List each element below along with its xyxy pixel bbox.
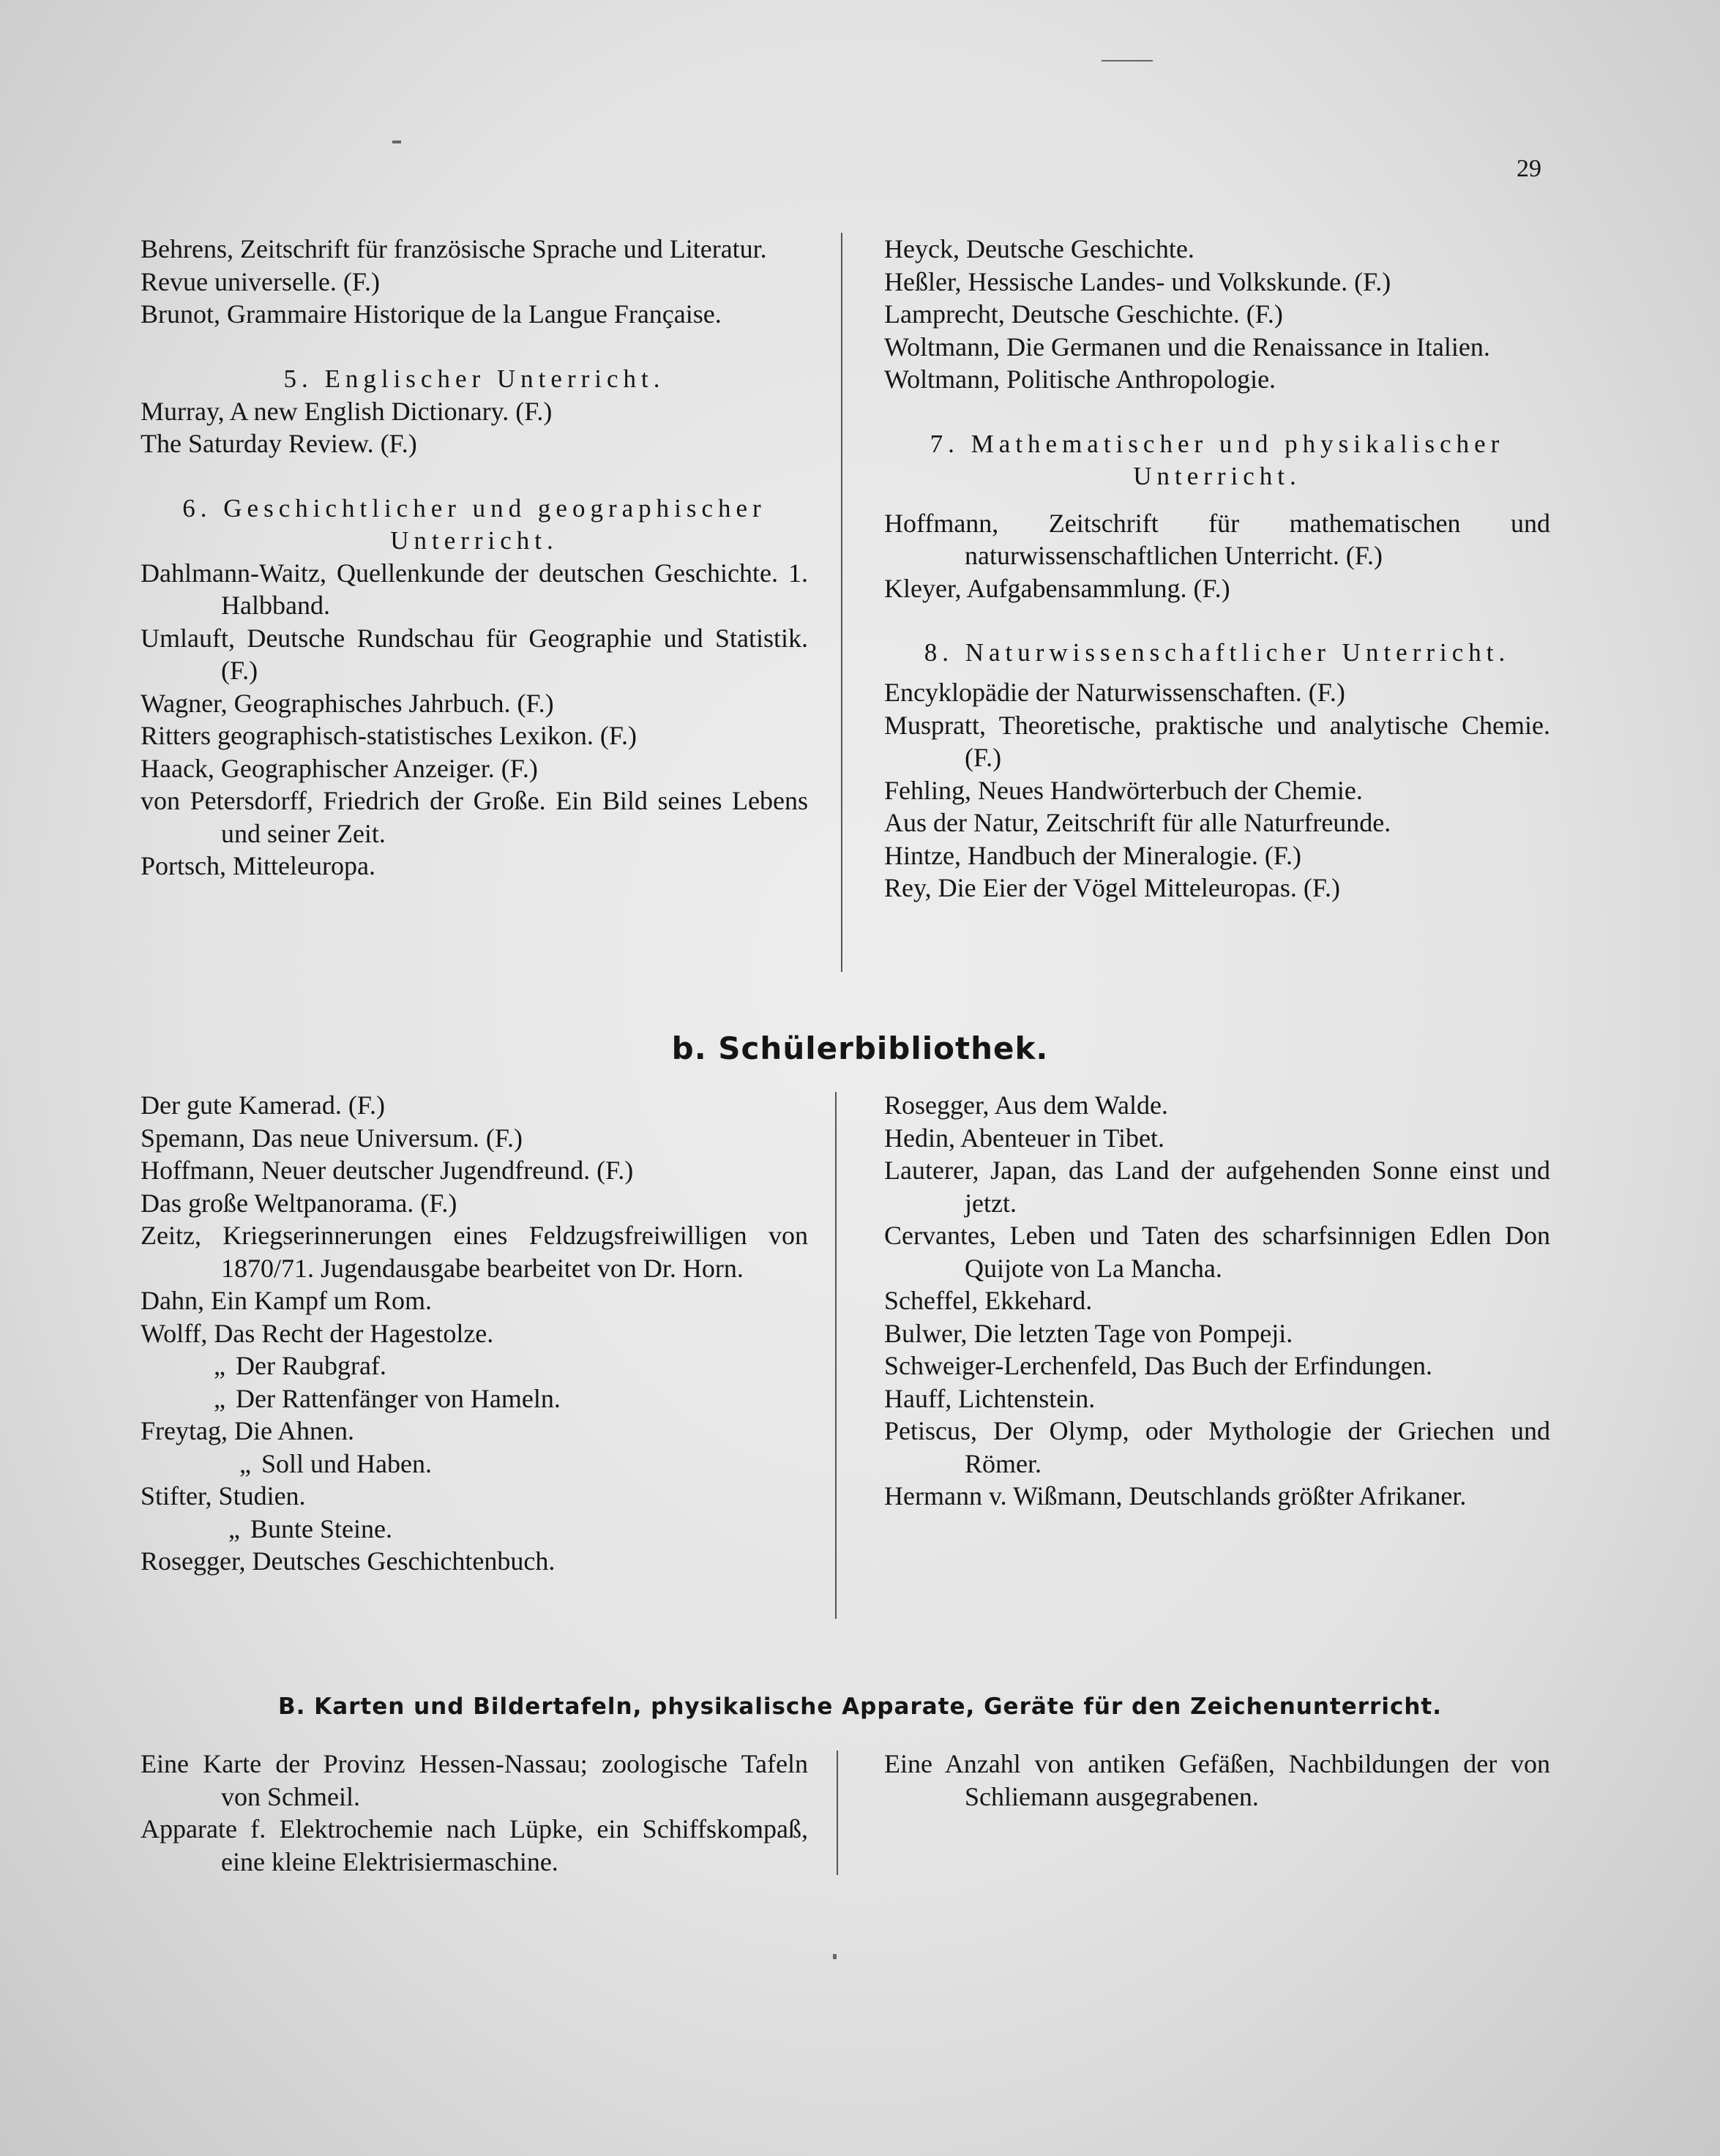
section-b-left-column [141,1089,808,1578]
list-item: Revue universelle. (F.) [141,266,381,296]
list-item: Woltmann, Politische Anthropologie. [884,364,1276,394]
scan-speck [1102,60,1153,61]
list-item: Eine Karte der Provinz Hessen-Nassau; zoologische Tafeln von Schmeil. [141,1749,808,1811]
list-item: Cervantes, Leben und Taten des scharfsinnigen Edlen Don Quijote von La Mancha. [884,1221,1550,1283]
subsection-heading-5: 5. Englischer Unterricht. [283,364,665,393]
subsection-heading-7-cont: Unterricht. [1133,461,1301,490]
ditto-mark: „ [214,1351,225,1380]
section-B-right-column [884,1748,1550,1813]
list-item: Eine Anzahl von antiken Gefäßen, Nachbildungen der von Schliemann ausgegrabenen. [884,1749,1550,1811]
list-item: Der gute Kamerad. (F.) [141,1090,385,1120]
section-a-left-column [141,233,808,883]
list-item [141,1382,808,1415]
list-item: Bulwer, Die letzten Tage von Pompeji. [884,1318,1293,1348]
section-b-right-column [884,1089,1550,1513]
list-item: Fehling, Neues Handwörterbuch der Chemie. [884,775,1363,805]
subsection-heading-7: 7. Mathematischer und physikalischer [930,429,1505,458]
subsection-heading-6-cont: Unterricht. [390,525,558,555]
list-item: Muspratt, Theoretische, praktische und analytische Chemie. (F.) [884,710,1550,772]
list-item: Heyck, Deutsche Geschichte. [884,234,1194,263]
list-item: Ritters geographisch-statistisches Lexikon. (F.) [141,721,637,750]
section-heading-karten: B. Karten und Bildertafeln, physikalische Apparate, Geräte für den Zeichenunterricht. [277,1693,1443,1720]
list-item: Petiscus, Der Olymp, oder Mythologie der Griechen und Römer. [884,1416,1550,1478]
list-item: Spemann, Das neue Universum. (F.) [141,1123,523,1153]
list-item: Hauff, Lichtenstein. [884,1383,1096,1413]
list-item: Rey, Die Eier der Vögel Mitteleuropas. (F.) [884,873,1340,902]
column-divider [835,1092,837,1619]
list-item: Freytag, Die Ahnen. [141,1416,354,1445]
list-item-text: Der Rattenfänger von Hameln. [236,1383,561,1413]
list-item: Wagner, Geographisches Jahrbuch. (F.) [141,688,554,718]
list-item: Hedin, Abenteuer in Tibet. [884,1123,1164,1153]
list-item: The Saturday Review. (F.) [141,429,417,458]
list-item: Schweiger-Lerchenfeld, Das Buch der Erfindungen. [884,1351,1432,1380]
list-item-text: Soll und Haben. [261,1448,432,1478]
list-item: Heßler, Hessische Landes- und Volkskunde. (F.) [884,266,1391,296]
section-a-right-column [884,233,1550,905]
list-item [141,1350,808,1382]
list-item [141,1448,808,1481]
list-item: von Petersdorff, Friedrich der Große. Ein Bild seines Lebens und seiner Zeit. [141,786,808,848]
section-heading-schuelerbibliothek: b. Schülerbibliothek. [671,1030,1049,1066]
list-item: Rosegger, Aus dem Walde. [884,1090,1168,1120]
list-item: Encyklopädie der Naturwissenschaften. (F.) [884,678,1345,707]
list-item: Hoffmann, Neuer deutscher Jugendfreund. (F.) [141,1156,634,1185]
section-B-left-column [141,1748,808,1878]
list-item: Rosegger, Deutsches Geschichtenbuch. [141,1546,556,1576]
list-item: Portsch, Mitteleuropa. [141,851,375,880]
list-item: Umlauft, Deutsche Rundschau für Geographie und Statistik. (F.) [141,623,808,685]
list-item: Zeitz, Kriegserinnerungen eines Feldzugsfreiwilligen von 1870/71. Jugendausgabe bearbeitet von Dr. Horn. [141,1221,808,1283]
list-item: Brunot, Grammaire Historique de la Langue Française. [141,299,722,329]
list-item: Dahlmann-Waitz, Quellenkunde der deutschen Geschichte. 1. Halbband. [141,558,808,620]
list-item: Haack, Geographischer Anzeiger. (F.) [141,753,538,783]
list-item: Hintze, Handbuch der Mineralogie. (F.) [884,840,1301,870]
list-item-text: Bunte Steine. [250,1513,392,1543]
list-item: Scheffel, Ekkehard. [884,1286,1093,1315]
subsection-heading-8: 8. Naturwissenschaftlicher Unterricht. [924,638,1511,667]
list-item [141,1513,808,1546]
list-item: Stifter, Studien. [141,1481,306,1511]
list-item: Hoffmann, Zeitschrift für mathematischen und naturwissenschaftlichen Unterricht. (F.) [884,508,1550,570]
column-divider [837,1751,838,1875]
list-item: Apparate f. Elektrochemie nach Lüpke, ein Schiffskompaß, eine kleine Elektrisiermaschine. [141,1814,808,1876]
ditto-mark: „ [228,1513,240,1543]
list-item: Wolff, Das Recht der Hagestolze. [141,1318,494,1348]
column-divider [841,233,842,972]
ditto-mark: „ [214,1383,225,1413]
list-item: Behrens, Zeitschrift für französische Sprache und Literatur. [141,234,767,263]
ditto-mark: „ [239,1448,251,1478]
scan-speck [392,141,401,143]
list-item: Lauterer, Japan, das Land der aufgehenden Sonne einst und jetzt. [884,1156,1550,1218]
list-item: Hermann v. Wißmann, Deutschlands größter Afrikaner. [884,1481,1467,1511]
list-item: Aus der Natur, Zeitschrift für alle Naturfreunde. [884,808,1391,837]
subsection-heading-6: 6. Geschichtlicher und geographischer [182,493,766,523]
list-item: Lamprecht, Deutsche Geschichte. (F.) [884,299,1283,329]
list-item-text: Der Raubgraf. [236,1351,386,1380]
list-item: Woltmann, Die Germanen und die Renaissance in Italien. [884,332,1490,362]
scan-speck [833,1954,837,1959]
list-item: Das große Weltpanorama. (F.) [141,1188,457,1218]
list-item: Dahn, Ein Kampf um Rom. [141,1286,432,1315]
list-item: Murray, A new English Dictionary. (F.) [141,396,553,426]
list-item: Kleyer, Aufgabensammlung. (F.) [884,573,1230,603]
page-number: 29 [1517,155,1541,182]
